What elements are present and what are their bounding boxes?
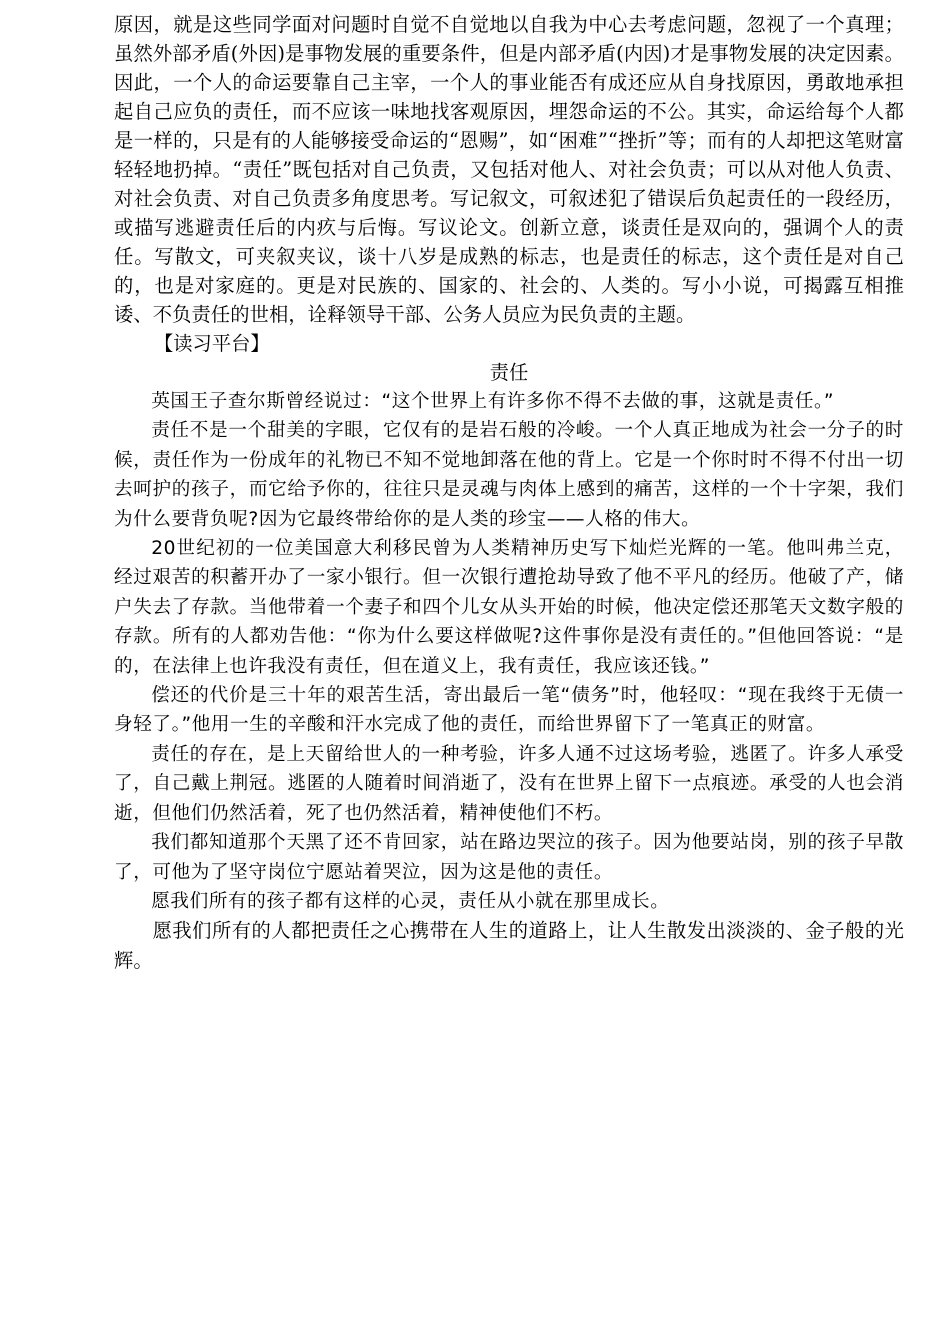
essay-paragraph: 英国王子查尔斯曾经说过：“这个世界上有许多你不得不去做的事，这就是责任。” — [151, 391, 835, 412]
essay-paragraph: 愿我们所有的人都把责任之心携带在人生的道路上，让人生散发出淡淡的、金子般的光辉。 — [114, 919, 904, 972]
essay-paragraph: 愿我们所有的孩子都有这样的心灵，责任从小就在那里成长。 — [151, 890, 670, 912]
section-header-reading-platform: 【读习平台】 — [154, 332, 270, 355]
essay-title: 责任 — [489, 361, 529, 384]
essay-paragraph: 责任不是一个甜美的字眼，它仅有的是岩石般的冷峻。一个人真正地成为社会一分子的时候，责任作为一份成年的礼物已不知不觉地卸落在他的背上。它是一个你时时不得不付出一切去呵护的孩子，而它给予你的，往往只是灵魂与肉体上感到的痛苦，这样的一个十字架，我们为什么要背负呢?因为它最终带给你的是人类的珍宝——人格的伟大。 — [114, 420, 904, 530]
essay-paragraph: 20世纪初的一位美国意大利移民曾为人类精神历史写下灿烂光辉的一笔。他叫弗兰克，经过艰苦的积蓄开办了一家小银行。但一次银行遭抢劫导致了他不平凡的经历。他破了产，储户失去了存款。当他带着一个妻子和四个儿女从头开始的时候，他决定偿还那笔天文数字般的存款。所有的人都劝告他：“你为什么要这样做呢?这件事你是没有责任的。”但他回答说：“是的，在法律上也许我没有责任，但在道义上，我有责任，我应该还钱。” — [114, 538, 904, 677]
essay-paragraph: 偿还的代价是三十年的艰苦生活，寄出最后一笔“债务”时，他轻叹：“现在我终于无债一身轻了。”他用一生的辛酸和汗水完成了他的责任，而给世界留下了一笔真正的财富。 — [114, 685, 904, 736]
essay — [114, 358, 904, 975]
essay-paragraph: 责任的存在，是上天留给世人的一种考验，许多人通不过这场考验，逃匿了。许多人承受了，自己戴上荆冠。逃匿的人随着时间消逝了，没有在世界上留下一点痕迹。承受的人也会消逝，但他们仍然活着，死了也仍然活着，精神使他们不朽。 — [114, 743, 904, 824]
document-page — [114, 10, 904, 975]
intro-paragraph: 原因，就是这些同学面对问题时自觉不自觉地以自我为中心去考虑问题，忽视了一个真理；虽然外部矛盾(外因)是事物发展的重要条件，但是内部矛盾(内因)才是事物发展的决定因素。因此，一个人的命运要靠自己主宰，一个人的事业能否有成还应从自身找原因，勇敢地承担起自己应负的责任，而不应该一味地找客观原因，埋怨命运的不公。其实，命运给每个人都是一样的，只是有的人能够接受命运的“恩赐”，如“困难”“挫折”等；而有的人却把这笔财富轻轻地扔掉。“责任”既包括对自己负责，又包括对他人、对社会负责；可以从对他人负责、对社会负责、对自己负责多角度思考。写记叙文，可叙述犯了错误后负起责任的一段经历，或描写逃避责任后的内疚与后悔。写议论文。创新立意，谈责任是双向的，强调个人的责任。写散文，可夹叙夹议，谈十八岁是成熟的标志，也是责任的标志，这个责任是对自己的，也是对家庭的。更是对民族的、国家的、社会的、人类的。写小小说，可揭露互相推诿、不负责任的世相，诠释领导干部、公务人员应为民负责的主题。 — [114, 13, 904, 326]
essay-paragraph: 我们都知道那个天黑了还不肯回家，站在路边哭泣的孩子。因为他要站岗，别的孩子早散了，可他为了坚守岗位宁愿站着哭泣，因为这是他的责任。 — [114, 832, 904, 883]
